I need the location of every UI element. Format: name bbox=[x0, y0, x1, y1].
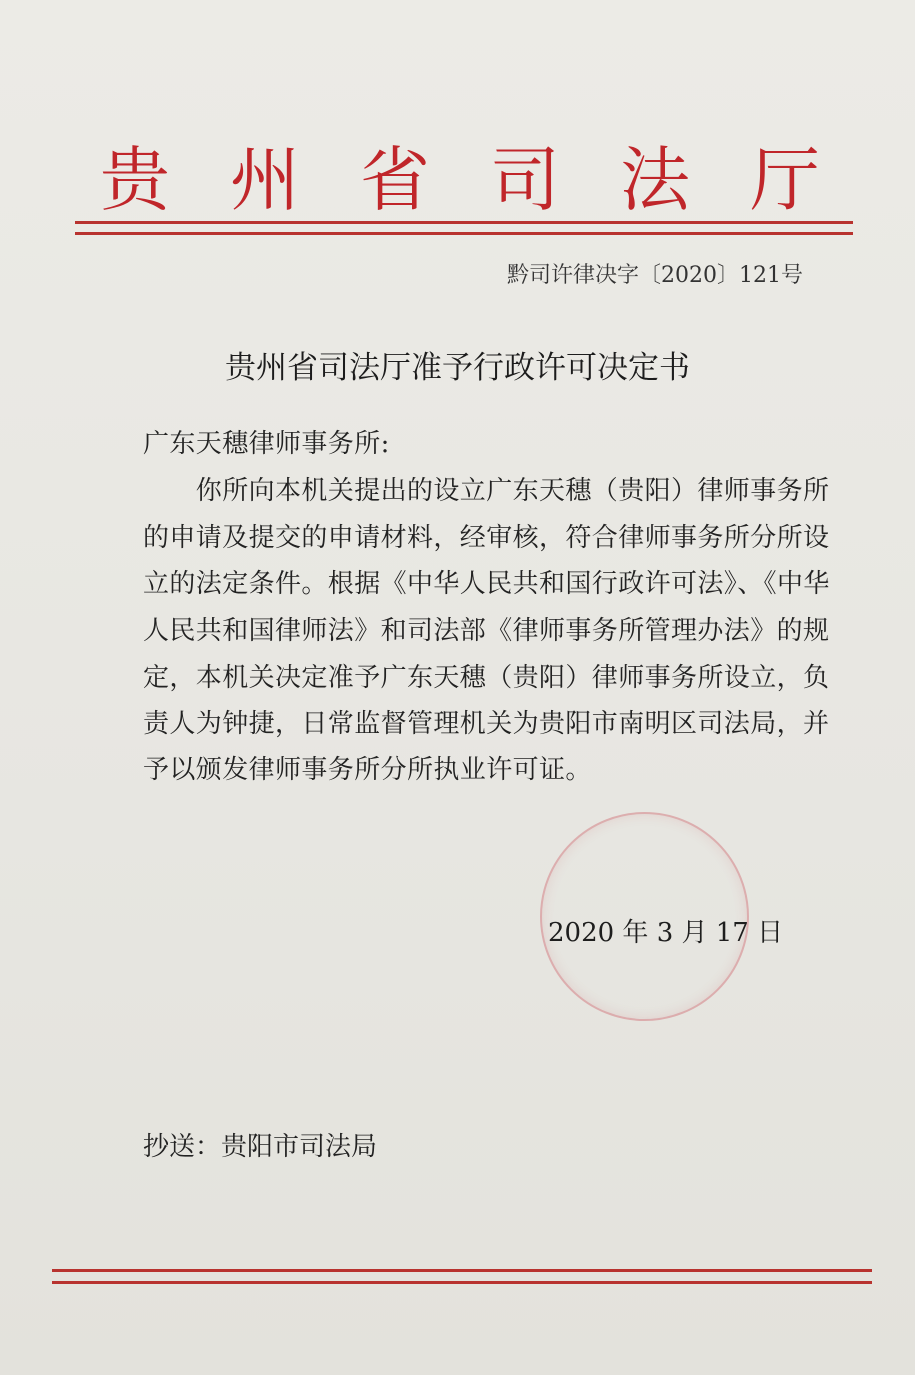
document-title: 贵州省司法厅准予行政许可决定书 bbox=[225, 350, 690, 386]
masthead-char: 贵 bbox=[100, 139, 170, 221]
salutation: 广东天穗律师事务所: bbox=[143, 429, 390, 459]
document-number: 黔司许律决字〔2020〕121号 bbox=[507, 263, 803, 288]
issue-date: 2020 年 3 月 17 日 bbox=[548, 918, 784, 948]
body-line: 的申请及提交的申请材料，经审核，符合律师事务所分所设 bbox=[143, 523, 830, 553]
masthead-char: 法 bbox=[620, 139, 690, 221]
body-line: 立的法定条件。根据《中华人民共和国行政许可法》、《中华 bbox=[143, 569, 830, 599]
header-rule-top bbox=[75, 221, 853, 224]
body-line: 人民共和国律师法》和司法部《律师事务所管理办法》的规 bbox=[143, 616, 830, 646]
body-line: 你所向本机关提出的设立广东天穗（贵阳）律师事务所 bbox=[143, 476, 830, 506]
masthead-char: 厅 bbox=[750, 139, 820, 221]
masthead-char: 司 bbox=[490, 139, 560, 221]
masthead-char: 州 bbox=[230, 139, 300, 221]
cc-recipients: 抄送：贵阳市司法局 bbox=[143, 1132, 378, 1162]
masthead-char: 省 bbox=[360, 139, 430, 221]
footer-rule-bottom bbox=[52, 1281, 872, 1284]
footer-rule-top bbox=[52, 1269, 872, 1272]
body-line: 予以颁发律师事务所分所执业许可证。 bbox=[143, 755, 592, 785]
masthead-title bbox=[100, 135, 820, 225]
header-rule-bottom bbox=[75, 232, 853, 235]
body-line: 责人为钟捷，日常监督管理机关为贵阳市南明区司法局，并 bbox=[143, 709, 830, 739]
body-line: 定，本机关决定准予广东天穗（贵阳）律师事务所设立，负 bbox=[143, 663, 830, 693]
